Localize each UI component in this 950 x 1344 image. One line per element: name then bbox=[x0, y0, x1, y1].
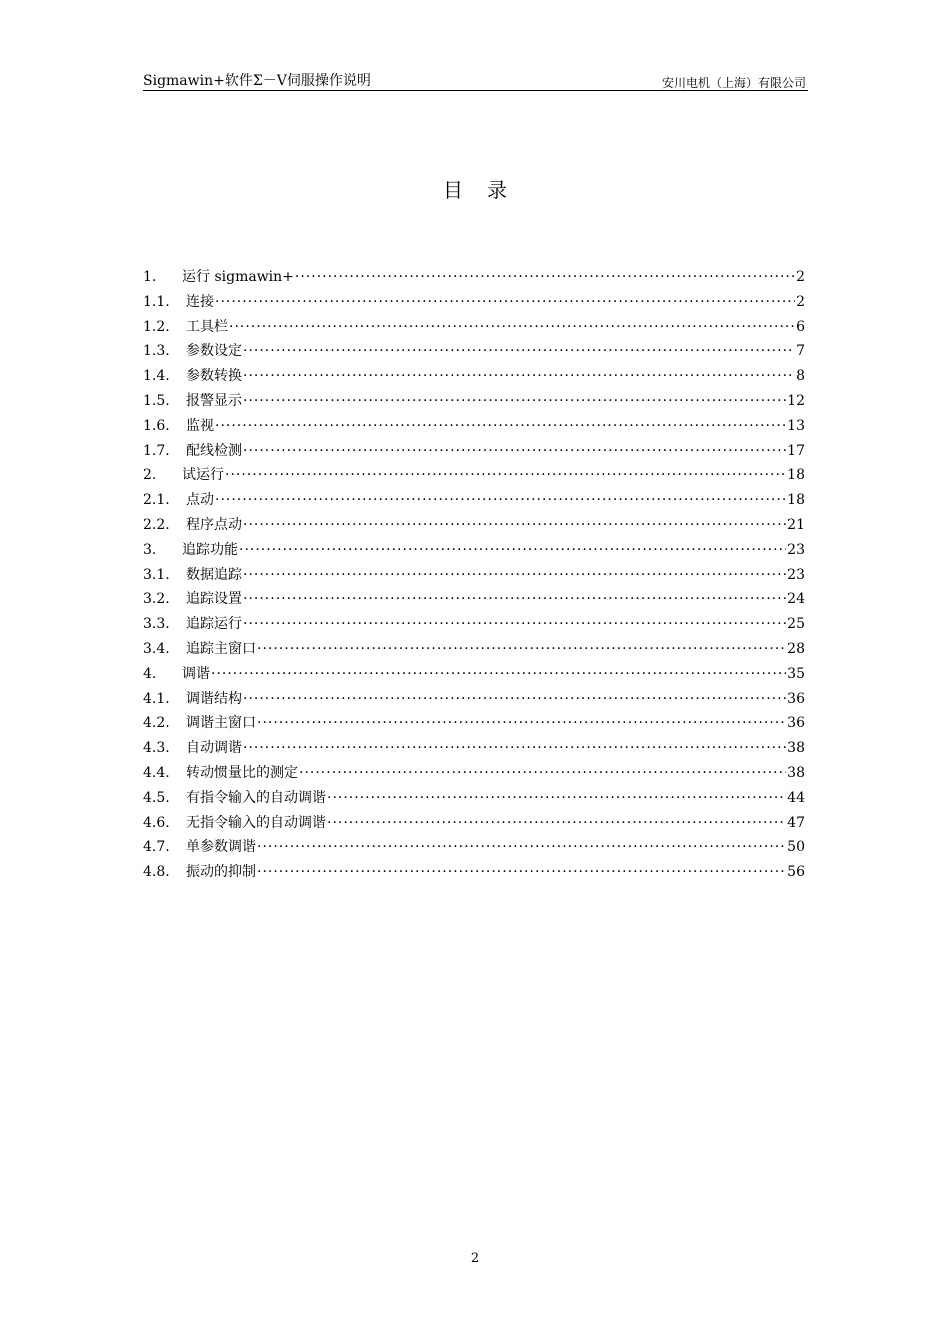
toc-entry-number: 2.2. bbox=[143, 516, 170, 533]
toc-entry-page: 56 bbox=[787, 864, 805, 881]
toc-entry-title: 配线检测 bbox=[186, 442, 242, 459]
toc-dot-leader bbox=[225, 467, 786, 483]
toc-entry[interactable] bbox=[143, 365, 805, 390]
toc-entry-page: 17 bbox=[787, 442, 805, 459]
toc-entry-page: 23 bbox=[787, 541, 805, 558]
toc-entry[interactable] bbox=[143, 514, 805, 539]
toc-entry-number: 1.6. bbox=[143, 417, 170, 434]
toc-entry-title: 报警显示 bbox=[186, 392, 242, 409]
toc-entry-title: 转动惯量比的测定 bbox=[186, 764, 298, 781]
header-company-name: 安川电机（上海）有限公司 bbox=[661, 76, 806, 90]
toc-entry-title: 数据追踪 bbox=[186, 566, 242, 583]
toc-entry[interactable] bbox=[143, 316, 805, 341]
toc-entry-number: 4.2. bbox=[143, 715, 170, 732]
toc-entry-page: 24 bbox=[787, 591, 805, 608]
toc-entry[interactable] bbox=[143, 836, 805, 861]
toc-entry-title: 调谐结构 bbox=[186, 690, 242, 707]
toc-entry[interactable] bbox=[143, 390, 805, 415]
toc-entry-number: 2. bbox=[143, 467, 157, 484]
toc-entry[interactable] bbox=[143, 638, 805, 663]
toc-dot-leader bbox=[239, 542, 786, 558]
toc-entry-number: 2.1. bbox=[143, 492, 170, 509]
toc-entry-title: 振动的抑制 bbox=[186, 864, 256, 881]
toc-entry[interactable] bbox=[143, 291, 805, 316]
toc-entry-page: 12 bbox=[787, 392, 805, 409]
toc-dot-leader bbox=[211, 666, 786, 682]
toc-entry[interactable] bbox=[143, 737, 805, 762]
toc-entry-page: 7 bbox=[796, 343, 805, 360]
toc-entry-page: 50 bbox=[787, 839, 805, 856]
toc-dot-leader bbox=[243, 691, 786, 707]
toc-entry-page: 47 bbox=[787, 814, 805, 831]
toc-entry[interactable] bbox=[143, 489, 805, 514]
toc-dot-leader bbox=[243, 393, 786, 409]
toc-dot-leader bbox=[215, 418, 786, 434]
toc-entry-number: 1.4. bbox=[143, 368, 170, 385]
toc-entry-title: 运行 sigmawin+ bbox=[182, 269, 294, 285]
toc-entry-number: 4.7. bbox=[143, 839, 170, 856]
toc-entry[interactable] bbox=[143, 539, 805, 564]
toc-entry-number: 1. bbox=[143, 269, 157, 285]
toc-entry[interactable] bbox=[143, 787, 805, 812]
toc-dot-leader bbox=[257, 641, 786, 657]
toc-dot-leader bbox=[243, 443, 786, 459]
toc-entry-page: 18 bbox=[787, 492, 805, 509]
toc-entry-title: 有指令输入的自动调谐 bbox=[186, 789, 326, 806]
toc-entry-title: 自动调谐 bbox=[186, 740, 242, 757]
toc-entry-page: 36 bbox=[787, 690, 805, 707]
toc-entry-page: 13 bbox=[787, 417, 805, 434]
toc-dot-leader bbox=[243, 368, 795, 384]
toc-dot-leader bbox=[295, 269, 795, 285]
toc-entry-title: 调谐 bbox=[182, 665, 210, 682]
toc-entry-page: 18 bbox=[787, 467, 805, 484]
toc-entry-number: 4.4. bbox=[143, 764, 170, 781]
toc-entry[interactable] bbox=[143, 415, 805, 440]
toc-entry-number: 3.1. bbox=[143, 566, 170, 583]
toc-entry-title: 参数转换 bbox=[186, 368, 242, 385]
toc-entry-title: 程序点动 bbox=[186, 516, 242, 533]
toc-entry-page: 44 bbox=[787, 789, 805, 806]
toc-dot-leader bbox=[257, 864, 786, 880]
toc-entry-number: 3. bbox=[143, 541, 157, 558]
header-document-title: Sigmawin+软件Σ－Ⅴ伺服操作说明 bbox=[143, 73, 371, 89]
toc-dot-leader bbox=[243, 616, 786, 632]
toc-entry-title: 追踪主窗口 bbox=[186, 640, 256, 657]
toc-entry-page: 2 bbox=[796, 293, 805, 310]
toc-entry-number: 3.3. bbox=[143, 616, 170, 633]
toc-entry-title: 追踪运行 bbox=[186, 616, 242, 633]
toc-entry-number: 4.5. bbox=[143, 789, 170, 806]
toc-entry-title: 点动 bbox=[186, 492, 214, 509]
toc-entry-page: 36 bbox=[787, 715, 805, 732]
toc-dot-leader bbox=[243, 567, 786, 583]
toc-entry-number: 1.5. bbox=[143, 392, 170, 409]
toc-entry-number: 4.1. bbox=[143, 690, 170, 707]
toc-entry-number: 4. bbox=[143, 665, 157, 682]
toc-entry-title: 无指令输入的自动调谐 bbox=[186, 814, 326, 831]
toc-dot-leader bbox=[299, 765, 786, 781]
toc-entry-page: 38 bbox=[787, 764, 805, 781]
toc-entry-number: 4.3. bbox=[143, 740, 170, 757]
toc-entry-title: 监视 bbox=[186, 417, 214, 434]
toc-entry-page: 25 bbox=[787, 616, 805, 633]
toc-dot-leader bbox=[327, 790, 786, 806]
toc-entry[interactable] bbox=[143, 688, 805, 713]
toc-dot-leader bbox=[229, 319, 795, 335]
toc-entry[interactable] bbox=[143, 588, 805, 613]
page-number: 2 bbox=[470, 1251, 480, 1266]
toc-entry[interactable] bbox=[143, 440, 805, 465]
toc-entry-page: 8 bbox=[796, 368, 805, 385]
toc-entry-number: 3.4. bbox=[143, 640, 170, 657]
toc-dot-leader bbox=[243, 343, 795, 359]
toc-entry[interactable] bbox=[143, 812, 805, 837]
toc-entry[interactable] bbox=[143, 564, 805, 589]
toc-entry-title: 追踪设置 bbox=[186, 591, 242, 608]
toc-dot-leader bbox=[243, 740, 786, 756]
toc-entry-page: 6 bbox=[796, 318, 805, 335]
toc-entry[interactable] bbox=[143, 762, 805, 787]
page-header bbox=[143, 68, 808, 91]
toc-entry-page: 38 bbox=[787, 740, 805, 757]
toc-entry-number: 4.6. bbox=[143, 814, 170, 831]
toc-entry-number: 1.3. bbox=[143, 343, 170, 360]
toc-entry[interactable] bbox=[143, 266, 805, 291]
toc-dot-leader bbox=[215, 294, 795, 310]
toc-entry-number: 3.2. bbox=[143, 591, 170, 608]
toc-dot-leader bbox=[243, 591, 786, 607]
toc-dot-leader bbox=[327, 815, 786, 831]
toc-entry[interactable] bbox=[143, 712, 805, 737]
toc-entry-page: 23 bbox=[787, 566, 805, 583]
table-of-contents bbox=[143, 266, 805, 886]
toc-entry-page: 35 bbox=[787, 665, 805, 682]
toc-dot-leader bbox=[243, 517, 786, 533]
toc-dot-leader bbox=[215, 492, 786, 508]
toc-entry-title: 单参数调谐 bbox=[186, 839, 256, 856]
toc-dot-leader bbox=[257, 715, 786, 731]
toc-entry-title: 参数设定 bbox=[186, 343, 242, 360]
toc-entry[interactable] bbox=[143, 464, 805, 489]
toc-entry-title: 连接 bbox=[186, 293, 214, 310]
toc-entry-page: 2 bbox=[796, 269, 805, 285]
toc-entry[interactable] bbox=[143, 861, 805, 886]
toc-entry-number: 1.7. bbox=[143, 442, 170, 459]
toc-entry-number: 1.2. bbox=[143, 318, 170, 335]
toc-entry-title: 追踪功能 bbox=[182, 541, 238, 558]
toc-entry[interactable] bbox=[143, 613, 805, 638]
toc-entry-title: 试运行 bbox=[182, 467, 224, 484]
toc-title: 目录 bbox=[443, 178, 531, 202]
toc-entry-page: 21 bbox=[787, 516, 805, 533]
toc-entry[interactable] bbox=[143, 340, 805, 365]
toc-entry-number: 1.1. bbox=[143, 293, 170, 310]
toc-dot-leader bbox=[257, 839, 786, 855]
toc-entry-number: 4.8. bbox=[143, 864, 170, 881]
toc-entry-title: 调谐主窗口 bbox=[186, 715, 256, 732]
toc-entry[interactable] bbox=[143, 663, 805, 688]
toc-entry-page: 28 bbox=[787, 640, 805, 657]
toc-entry-title: 工具栏 bbox=[186, 318, 228, 335]
